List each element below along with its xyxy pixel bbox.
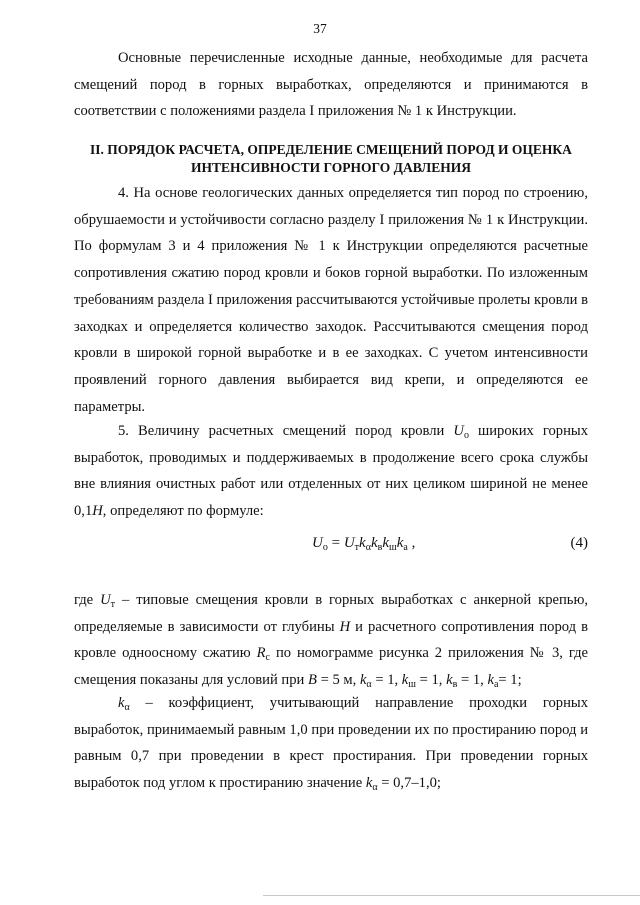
intro-paragraph: Основные перечисленные исходные данные, необходимые для расчета смещений пород в горных выработках, определяются и принимаются в соответствии с положениями раздела I приложения № 1 к Инструкции.	[74, 50, 588, 120]
section-heading	[74, 141, 588, 177]
equation-number: (4)	[570, 535, 588, 551]
k-alpha-paragraph: $k_\alpha$ – коэффициент, учитывающий направление проходки горных выработок, принимаемый равным 1,0 при проведении их по простиранию пород и равным 0,7 при проведении в крест простирания. При проведении горных выработок под углом к простиранию значение $k_\alpha = 0,7-1,0$;	[74, 695, 588, 794]
item-4-paragraph: 4. На основе геологических данных определяется тип пород по строению, обрушаемости и устойчивости согласно разделу I приложения № 1 к Инструкции. По формулам 3 и 4 приложения № 1 к Инструкции определяются расчетные сопротивления сжатию пород кровли и боков горной выработки. По изложенным требованиям раздела I приложения рассчитываются устойчивые пролеты кровли в заходках и определяется количество заходок. Рассчитываются смещения пород кровли в широкой горной выработке и в ее заходках. С учетом интенсивности проявлений горного давления выбирается вид крепи, и определяются ее параметры.	[74, 185, 588, 415]
item-5-paragraph: 5. Величину расчетных смещений пород кровли $U_o$ широких горных выработок, проводимых и поддерживаемых в продолжение всего срока службы вне влияния очистных работ или отделенных от них целиком шириной не менее 0,1H, определяют по формуле:	[74, 423, 589, 520]
formula-row	[74, 535, 588, 565]
page-number: 37	[313, 21, 327, 36]
section-heading-line-2: ИНТЕНСИВНОСТИ ГОРНОГО ДАВЛЕНИЯ	[190, 160, 472, 175]
section-heading-line-1: II. ПОРЯДОК РАСЧЕТА, ОПРЕДЕЛЕНИЕ СМЕЩЕНИЙ ПОРОД И ОЦЕНКА	[90, 142, 572, 157]
where-paragraph: где $U_т$ – типовые смещения кровли в горных выработках с анкерной крепью, определяемые в зависимости от глубины H и расчетного сопротивления пород в кровле одноосному сжатию $R_c$ по номограмме рисунка 2 приложения № 3, где смещения показаны для условий при B = 5 м, $k_\alpha = 1$, $k_ш = 1$, $k_в = 1$, $k_а= 1$;	[74, 592, 588, 691]
formula-4: $U_o = U_тk_\alpha k_вk_шk_а$ ,	[312, 535, 416, 553]
scan-edge-line	[263, 895, 640, 896]
